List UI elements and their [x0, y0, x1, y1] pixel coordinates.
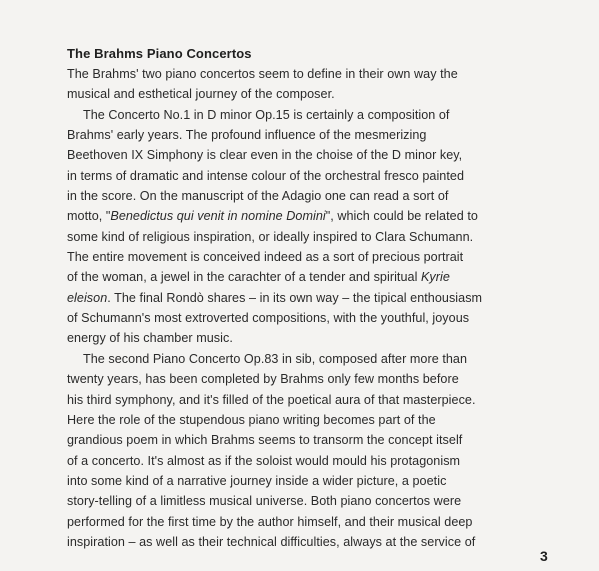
italic-text: Benedictus qui venit in nomine Domini — [110, 209, 326, 224]
text-line — [67, 166, 567, 186]
text-segment: inspiration – as well as their technical difficulties, always at the service of — [67, 534, 476, 549]
text-line — [67, 369, 567, 389]
text-line — [67, 227, 567, 247]
text-line — [67, 308, 567, 328]
text-line — [67, 186, 567, 206]
text-line — [67, 512, 567, 532]
text-line — [67, 145, 567, 165]
text-line — [67, 64, 567, 84]
text-line — [67, 349, 567, 369]
italic-text: eleison — [67, 290, 108, 305]
text-segment: Here the role of the stupendous piano writing becomes part of the — [67, 412, 436, 427]
text-segment: Beethoven IX Simphony is clear even in the choise of the D minor key, — [67, 148, 463, 163]
text-line — [67, 410, 567, 430]
text-line — [67, 430, 567, 450]
text-segment: his third symphony, and it's filled of the poetical aura of that masterpiece. — [67, 392, 476, 407]
text-line — [67, 451, 567, 471]
text-line — [67, 206, 567, 226]
text-line — [67, 247, 567, 267]
text-segment: some kind of religious inspiration, or ideally inspired to Clara Schumann. — [67, 229, 474, 244]
text-segment: of Schumann's most extroverted compositions, with the youthful, joyous — [67, 311, 470, 326]
article-title: The Brahms Piano Concertos — [67, 46, 252, 61]
article — [67, 44, 567, 552]
text-segment: grandious poem in which Brahms seems to transorm the concept itself — [67, 433, 463, 448]
text-segment: in the score. On the manuscript of the Adagio one can read a sort of — [67, 189, 449, 204]
text-segment: The Brahms' two piano concertos seem to define in their own way the — [67, 67, 458, 81]
text-line — [67, 471, 567, 491]
text-line — [67, 105, 567, 125]
page-number: 3 — [540, 548, 548, 564]
text-line — [67, 491, 567, 511]
text-segment: Brahms' early years. The profound influence of the mesmerizing — [67, 128, 427, 143]
text-line — [67, 390, 567, 410]
text-segment: energy of his chamber music. — [67, 331, 233, 346]
text-segment: performed for the first time by the author himself, and their musical deep — [67, 514, 473, 529]
text-segment: The second Piano Concerto Op.83 in sib, composed after more than — [83, 351, 468, 366]
text-segment: of the woman, a jewel in the carachter of a tender and spiritual — [67, 270, 421, 285]
article-body — [67, 64, 567, 552]
text-segment: motto, " — [67, 209, 111, 224]
text-segment: into some kind of a narrative journey inside a wider picture, a poetic — [67, 473, 447, 488]
text-line — [67, 288, 567, 308]
text-segment: . The final Rondò shares – in its own way – the tipical enthousiasm — [107, 290, 483, 305]
italic-text: Kyrie — [420, 270, 450, 285]
text-segment: story-telling of a limitless musical universe. Both piano concertos were — [67, 494, 462, 509]
text-line — [67, 532, 567, 552]
text-line — [67, 328, 567, 348]
text-line — [67, 267, 567, 287]
text-segment: The Concerto No.1 in D minor Op.15 is certainly a composition of — [83, 107, 450, 122]
text-segment: twenty years, has been completed by Brahms only few months before — [67, 372, 459, 387]
text-segment: of a concerto. It's almost as if the soloist would mould his protagonism — [67, 453, 461, 468]
text-segment: ", which could be related to — [325, 209, 478, 224]
text-line — [67, 84, 567, 104]
text-segment: in terms of dramatic and intense colour of the orchestral fresco painted — [67, 168, 465, 183]
text-segment: The entire movement is conceived indeed as a sort of precious portrait — [67, 250, 464, 265]
text-line — [67, 125, 567, 145]
text-segment: musical and esthetical journey of the composer. — [67, 87, 335, 102]
